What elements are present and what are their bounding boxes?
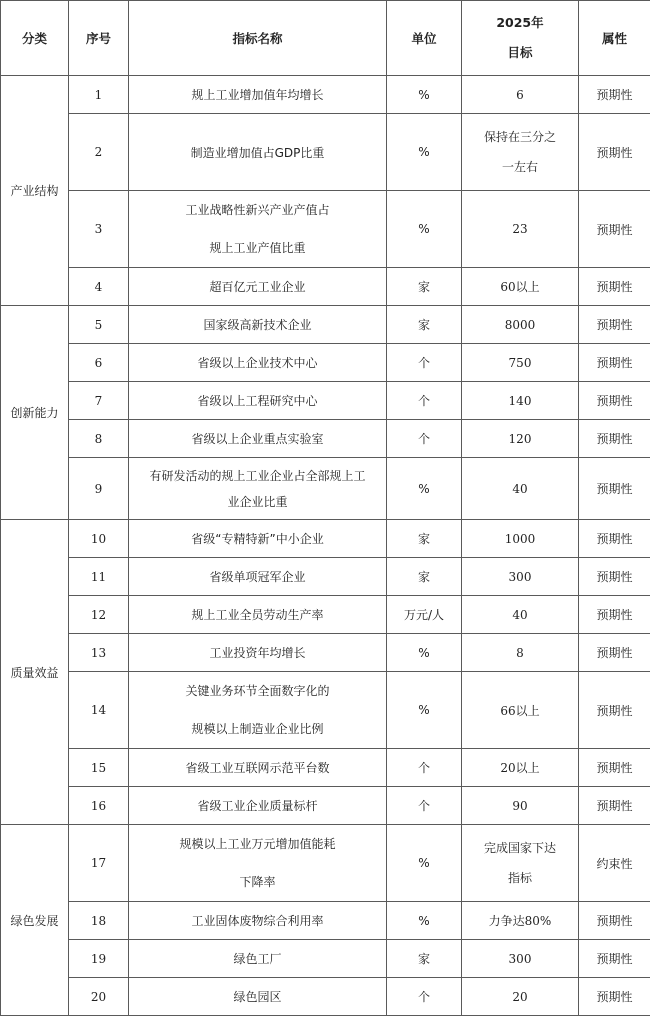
table-row	[1, 520, 650, 558]
table-row	[1, 672, 650, 749]
indicator-name-cell	[129, 825, 387, 902]
target-line: 140	[466, 394, 574, 408]
table-row	[1, 596, 650, 634]
indicator-name-cell	[129, 191, 387, 268]
indicator-name-line: 绿色园区	[133, 988, 382, 1005]
target-line: 40	[466, 608, 574, 622]
target-line: 指标	[466, 863, 574, 893]
target-line: 8	[466, 646, 574, 660]
table-row	[1, 306, 650, 344]
indicator-name-line: 省级以上企业重点实验室	[133, 430, 382, 447]
table-row	[1, 458, 650, 520]
indicator-name-line: 省级单项冠军企业	[133, 568, 382, 585]
attribute-cell: 预期性	[579, 420, 650, 458]
indicator-name-line: 省级以上企业技术中心	[133, 354, 382, 371]
indicator-name-cell	[129, 420, 387, 458]
indicator-name-line: 制造业增加值占GDP比重	[133, 144, 382, 161]
indicator-name-line: 工业战略性新兴产业产值占	[133, 191, 382, 229]
indicator-name-line: 规模以上工业万元增加值能耗	[133, 825, 382, 863]
indicator-name-line: 国家级高新技术企业	[133, 316, 382, 333]
attribute-cell: 预期性	[579, 76, 650, 114]
indicator-name-cell	[129, 268, 387, 306]
seq-cell: 9	[69, 458, 129, 520]
attribute-cell: 预期性	[579, 940, 650, 978]
unit-cell: %	[387, 458, 462, 520]
header-name: 指标名称	[129, 1, 387, 76]
category-cell: 创新能力	[1, 306, 69, 520]
seq-cell: 4	[69, 268, 129, 306]
unit-cell: 家	[387, 940, 462, 978]
target-cell	[462, 382, 579, 420]
attribute-cell: 预期性	[579, 672, 650, 749]
target-cell	[462, 558, 579, 596]
target-cell	[462, 749, 579, 787]
target-line: 120	[466, 432, 574, 446]
unit-cell: 家	[387, 268, 462, 306]
table-row	[1, 940, 650, 978]
attribute-cell: 预期性	[579, 458, 650, 520]
unit-cell: 家	[387, 306, 462, 344]
unit-cell: 个	[387, 382, 462, 420]
unit-cell: 家	[387, 520, 462, 558]
indicator-name-cell	[129, 596, 387, 634]
indicator-name-cell	[129, 114, 387, 191]
target-cell	[462, 420, 579, 458]
indicator-name-line: 工业固体废物综合利用率	[133, 912, 382, 929]
indicator-name-line: 下降率	[133, 863, 382, 901]
target-line: 66以上	[466, 702, 574, 719]
indicator-name-line: 规上工业全员劳动生产率	[133, 606, 382, 623]
indicator-name-cell	[129, 940, 387, 978]
seq-cell: 2	[69, 114, 129, 191]
target-line: 20以上	[466, 759, 574, 776]
indicator-name-cell	[129, 749, 387, 787]
seq-cell: 13	[69, 634, 129, 672]
category-cell: 产业结构	[1, 76, 69, 306]
indicator-name-line: 绿色工厂	[133, 950, 382, 967]
target-cell	[462, 787, 579, 825]
attribute-cell: 预期性	[579, 114, 650, 191]
seq-cell: 14	[69, 672, 129, 749]
target-line: 完成国家下达	[466, 833, 574, 863]
target-line: 23	[466, 222, 574, 236]
unit-cell: %	[387, 191, 462, 268]
unit-cell: %	[387, 825, 462, 902]
target-line: 保持在三分之	[466, 122, 574, 152]
seq-cell: 10	[69, 520, 129, 558]
seq-cell: 6	[69, 344, 129, 382]
attribute-cell: 预期性	[579, 749, 650, 787]
indicator-name-line: 工业投资年均增长	[133, 644, 382, 661]
indicator-name-line: 省级工业企业质量标杆	[133, 797, 382, 814]
table-row	[1, 114, 650, 191]
table-row	[1, 825, 650, 902]
target-cell	[462, 268, 579, 306]
attribute-cell: 预期性	[579, 520, 650, 558]
header-target-label: 目标	[466, 38, 574, 68]
unit-cell: %	[387, 902, 462, 940]
category-cell: 质量效益	[1, 520, 69, 825]
header-unit: 单位	[387, 1, 462, 76]
unit-cell: %	[387, 672, 462, 749]
table-row	[1, 902, 650, 940]
target-cell	[462, 344, 579, 382]
unit-cell: %	[387, 114, 462, 191]
target-line: 60以上	[466, 278, 574, 295]
table-row	[1, 558, 650, 596]
seq-cell: 11	[69, 558, 129, 596]
indicator-name-cell	[129, 458, 387, 520]
seq-cell: 7	[69, 382, 129, 420]
attribute-cell: 预期性	[579, 787, 650, 825]
table-row	[1, 191, 650, 268]
indicator-name-cell	[129, 558, 387, 596]
target-cell	[462, 902, 579, 940]
target-cell	[462, 520, 579, 558]
indicator-name-line: 省级以上工程研究中心	[133, 392, 382, 409]
target-cell	[462, 634, 579, 672]
target-cell	[462, 306, 579, 344]
seq-cell: 5	[69, 306, 129, 344]
attribute-cell: 预期性	[579, 634, 650, 672]
target-line: 6	[466, 88, 574, 102]
attribute-cell: 预期性	[579, 902, 650, 940]
target-cell	[462, 191, 579, 268]
indicator-name-cell	[129, 520, 387, 558]
target-line: 20	[466, 990, 574, 1004]
seq-cell: 19	[69, 940, 129, 978]
table-row	[1, 634, 650, 672]
attribute-cell: 预期性	[579, 268, 650, 306]
unit-cell: %	[387, 634, 462, 672]
unit-cell: 个	[387, 787, 462, 825]
table-row	[1, 420, 650, 458]
header-target	[462, 1, 579, 76]
table-body	[1, 76, 650, 1016]
seq-cell: 1	[69, 76, 129, 114]
target-line: 一左右	[466, 152, 574, 182]
seq-cell: 12	[69, 596, 129, 634]
attribute-cell: 预期性	[579, 596, 650, 634]
unit-cell: 个	[387, 344, 462, 382]
target-line: 40	[466, 482, 574, 496]
indicator-name-cell	[129, 306, 387, 344]
unit-cell: 万元/人	[387, 596, 462, 634]
target-line: 力争达80%	[466, 912, 574, 929]
target-cell	[462, 825, 579, 902]
table-row	[1, 268, 650, 306]
indicator-name-cell	[129, 672, 387, 749]
target-cell	[462, 596, 579, 634]
indicator-name-line: 省级“专精特新”中小企业	[133, 530, 382, 547]
indicator-name-cell	[129, 344, 387, 382]
attribute-cell: 约束性	[579, 825, 650, 902]
attribute-cell: 预期性	[579, 344, 650, 382]
indicator-name-line: 规上工业产值比重	[133, 229, 382, 267]
attribute-cell: 预期性	[579, 382, 650, 420]
indicator-name-line: 有研发活动的规上工业企业占全部规上工	[133, 463, 382, 489]
target-line: 750	[466, 356, 574, 370]
target-cell	[462, 458, 579, 520]
indicator-name-cell	[129, 902, 387, 940]
seq-cell: 20	[69, 978, 129, 1016]
header-target-year: 2025年	[466, 8, 574, 38]
target-line: 300	[466, 952, 574, 966]
target-line: 300	[466, 570, 574, 584]
header-category: 分类	[1, 1, 69, 76]
header-attribute: 属性	[579, 1, 650, 76]
seq-cell: 16	[69, 787, 129, 825]
attribute-cell: 预期性	[579, 191, 650, 268]
seq-cell: 18	[69, 902, 129, 940]
indicator-name-line: 省级工业互联网示范平台数	[133, 759, 382, 776]
indicator-name-cell	[129, 76, 387, 114]
target-cell	[462, 76, 579, 114]
attribute-cell: 预期性	[579, 978, 650, 1016]
table-row	[1, 749, 650, 787]
unit-cell: 个	[387, 978, 462, 1016]
table-row	[1, 76, 650, 114]
indicator-name-line: 关键业务环节全面数字化的	[133, 672, 382, 710]
seq-cell: 3	[69, 191, 129, 268]
unit-cell: 家	[387, 558, 462, 596]
seq-cell: 15	[69, 749, 129, 787]
target-line: 1000	[466, 532, 574, 546]
indicator-name-line: 业企业比重	[133, 489, 382, 515]
target-cell	[462, 672, 579, 749]
indicator-name-line: 超百亿元工业企业	[133, 278, 382, 295]
indicator-name-line: 规上工业增加值年均增长	[133, 86, 382, 103]
target-line: 8000	[466, 318, 574, 332]
table-row	[1, 787, 650, 825]
indicator-name-line: 规模以上制造业企业比例	[133, 710, 382, 748]
target-line: 90	[466, 799, 574, 813]
indicator-name-cell	[129, 634, 387, 672]
table-row	[1, 344, 650, 382]
unit-cell: 个	[387, 420, 462, 458]
seq-cell: 17	[69, 825, 129, 902]
seq-cell: 8	[69, 420, 129, 458]
attribute-cell: 预期性	[579, 558, 650, 596]
unit-cell: 个	[387, 749, 462, 787]
target-cell	[462, 114, 579, 191]
indicator-name-cell	[129, 787, 387, 825]
attribute-cell: 预期性	[579, 306, 650, 344]
table-row	[1, 382, 650, 420]
category-cell: 绿色发展	[1, 825, 69, 1016]
header-row	[1, 1, 650, 76]
header-seq: 序号	[69, 1, 129, 76]
unit-cell: %	[387, 76, 462, 114]
indicator-name-cell	[129, 382, 387, 420]
target-cell	[462, 940, 579, 978]
